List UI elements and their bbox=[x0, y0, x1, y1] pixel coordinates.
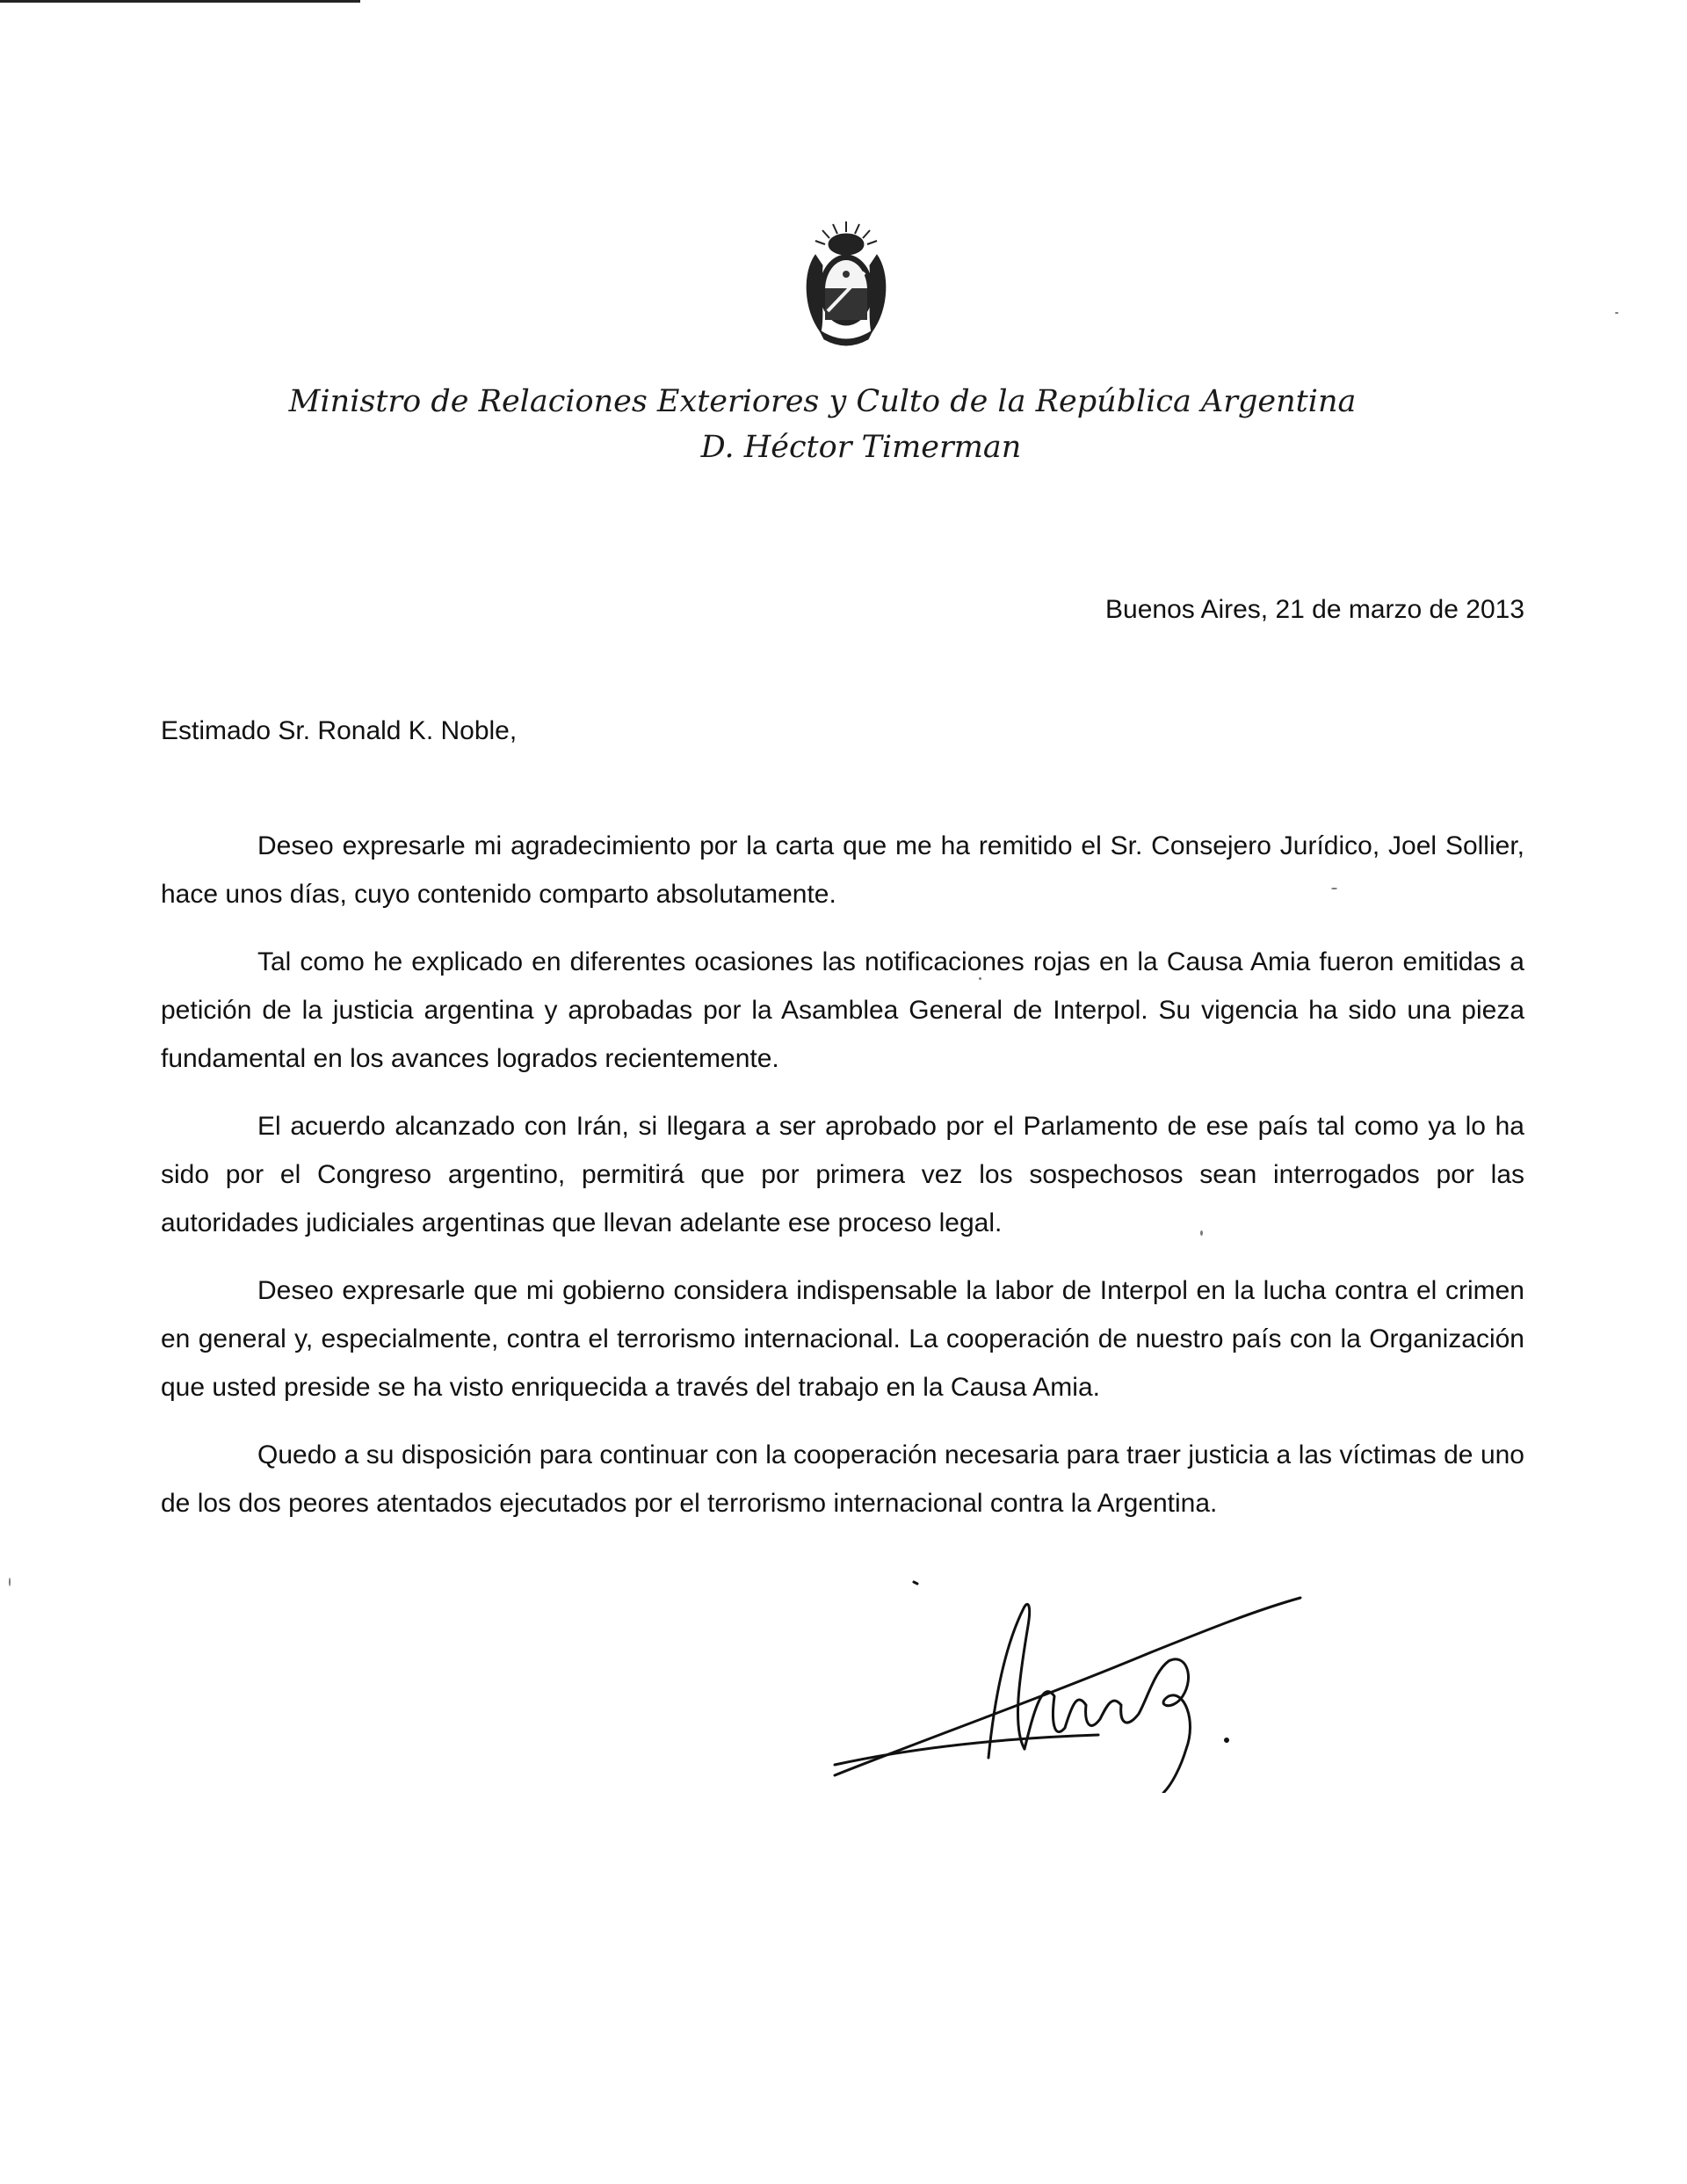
scan-edge-mark bbox=[0, 0, 360, 3]
scan-speck bbox=[1615, 312, 1618, 314]
scan-speck bbox=[9, 1578, 11, 1586]
letter-date: Buenos Aires, 21 de marzo de 2013 bbox=[1105, 595, 1524, 624]
letterhead-title: Ministro de Relaciones Exteriores y Culto de la República Argentina bbox=[288, 384, 1357, 419]
letter-paragraph-1: Deseo expresarle mi agradecimiento por la carta que me ha remitido el Sr. Consejero Jurídico, Joel Sollier, hace unos días, cuyo contenido comparto absolutamente. bbox=[161, 831, 1524, 909]
letter-paragraph-5: Quedo a su disposición para continuar con la cooperación necesaria para traer justicia a las víctimas de uno de los dos peores atentados ejecutados por el terrorismo internacional contra la Argentina. bbox=[161, 1440, 1524, 1518]
letter-paragraph-2: Tal como he explicado en diferentes ocasiones las notificaciones rojas en la Causa Amia fueron emitidas a petición de la justicia argentina y aprobadas por la Asamblea General de Interpol. Su vigencia ha sido una pieza fundamental en los avances logrados recientemente. bbox=[161, 947, 1524, 1073]
letter-salutation: Estimado Sr. Ronald K. Noble, bbox=[161, 716, 518, 745]
letter-paragraph-4: Deseo expresarle que mi gobierno considera indispensable la labor de Interpol en la lucha contra el crimen en general y, especialmente, contra el terrorismo internacional. La cooperación de nuestro país con la Organización que usted preside se ha visto enriquecida a través del trabajo en la Causa Amia. bbox=[161, 1276, 1524, 1402]
handwritten-signature bbox=[817, 1573, 1362, 1793]
coat-of-arms-icon bbox=[798, 220, 894, 352]
letter-paragraph-3: El acuerdo alcanzado con Irán, si llegara a ser aprobado por el Parlamento de ese país tal como ya lo ha sido por el Congreso argentino, permitirá que por primera vez los sospechosos sean interrogados por las autoridades judiciales argentinas que llevan adelante ese proceso legal. bbox=[161, 1112, 1524, 1237]
letterhead-name: D. Héctor Timerman bbox=[700, 430, 1022, 465]
letter-body bbox=[161, 822, 1524, 1547]
